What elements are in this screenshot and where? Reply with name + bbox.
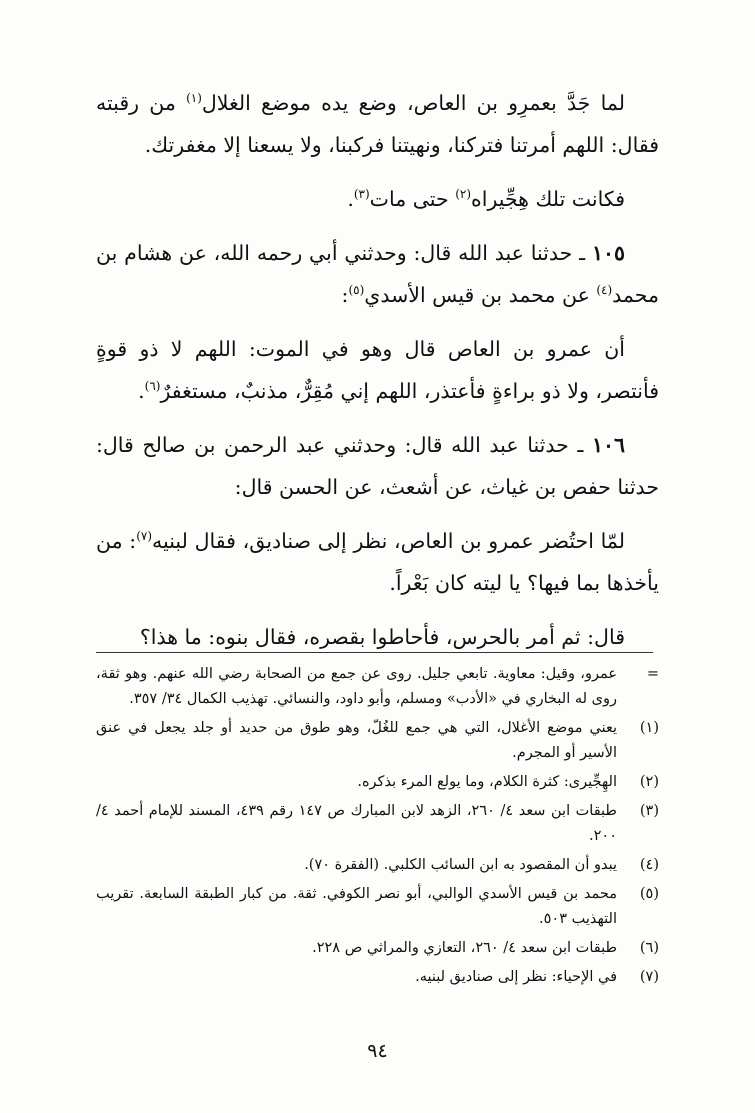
footnote-ref-7[interactable]: (٧) — [136, 529, 153, 544]
footnote-mark: (٣) — [639, 803, 659, 819]
footnotes — [96, 662, 659, 990]
footnote-mark: (٤) — [639, 857, 659, 873]
footnote-text: طبقات ابن سعد ٤/ ٢٦٠، الزهد لابن المبارك ص ١٤٧ رقم ٤٣٩، المسند للإمام أحمد ٤/ ٢٠٠. — [96, 803, 617, 844]
paragraph-4: أن عمرو بن العاص قال وهو في الموت: اللهم لا ذو قوةٍ فأنتصر، ولا ذو براءةٍ فأعتذر، اللهم إني مُقِرٌّ، مذنبٌ، مستغفرٌ$^{(٦)}$. — [96, 337, 659, 403]
footnote-3 — [96, 799, 659, 849]
paragraph-6: لمّا احتُضر عمرو بن العاص، نظر إلى صناديق، فقال لبنيه$^{(٧)}$: من يأخذها بما فيها؟ يا ليته كان بَعْراً. — [96, 529, 659, 595]
footnote-text: يعني موضع الأغلال، التي هي جمع للغُلّ، وهو طوق من حديد أو جلد يجعل في عنق الأسير أو المجرم. — [96, 720, 617, 761]
footnote-4 — [96, 853, 659, 878]
footnote-text: في الإحياء: نظر إلى صناديق لبنيه. — [415, 969, 617, 985]
hadith-number: ١٠٦ — [591, 433, 625, 457]
paragraph-1: لما جَدَّ بعمرِو بن العاص، وضع يده موضع الغلال$^{(١)}$ من رقبته فقال: اللهم أمرتنا فتركنا، ونهيتنا فركبنا، ولا يسعنا إلا مغفرتك. — [96, 91, 659, 157]
footnote-mark: = — [646, 666, 659, 682]
footnote-mark: (٧) — [639, 969, 659, 985]
footnote-2 — [96, 770, 659, 795]
footnote-7 — [96, 965, 659, 990]
footnote-ref-2[interactable]: (٢) — [455, 187, 472, 202]
paragraph-106: ١٠٦ ـ حدثنا عبد الله قال: وحدثني عبد الرحمن بن صالح قال: حدثنا حفص بن غياث، عن أشعث، عن الحسن قال: — [96, 433, 659, 499]
paragraph-105: ١٠٥ ـ حدثنا عبد الله قال: وحدثني أبي رحمه الله، عن هشام بن محمد$^{(٤)}$ عن محمد بن قيس الأسدي$^{(٥)}$: — [96, 241, 659, 307]
footnote-5 — [96, 882, 659, 932]
main-text — [96, 82, 659, 670]
footnote-text: محمد بن قيس الأسدي الوالبي، أبو نصر الكوفي. ثقة. من كبار الطبقة السابعة. تقريب التهذيب ٥٠٣. — [96, 886, 617, 927]
footnote-mark: (٦) — [639, 940, 659, 956]
footnote-ref-1[interactable]: (١) — [186, 91, 202, 106]
hadith-number: ١٠٥ — [591, 241, 625, 265]
footnote-6 — [96, 936, 659, 961]
footnote-ref-5[interactable]: (٥) — [348, 283, 365, 298]
footnote-ref-6[interactable]: (٦) — [144, 379, 161, 394]
page-number: ٩٤ — [367, 1040, 388, 1062]
footnote-1 — [96, 716, 659, 766]
footnote-text: طبقات ابن سعد ٤/ ٢٦٠، التعازي والمراثي ص ٢٢٨. — [312, 940, 617, 956]
footnote-mark: (١) — [639, 720, 659, 736]
paragraph-2: فكانت تلك هِجِّيراه$^{(٢)}$ حتى مات$^{(٣)}$. — [347, 187, 625, 211]
paragraph-7: قال: ثم أمر بالحرس، فأحاطوا بقصره، فقال بنوه: ما هذا؟ — [139, 625, 625, 649]
footnote-mark: (٢) — [639, 774, 659, 790]
footnote-ref-3[interactable]: (٣) — [353, 187, 370, 202]
footnote-continuation — [96, 662, 659, 712]
footnote-ref-4[interactable]: (٤) — [596, 283, 613, 298]
footnote-divider — [96, 652, 653, 653]
footnote-text: الهِجِّيرى: كثرة الكلام، وما يولع المرء بذكره. — [357, 774, 617, 790]
footnote-mark: (٥) — [639, 886, 659, 902]
footnote-text: عمرو، وقيل: معاوية. تابعي جليل. روى عن جمع من الصحابة رضي الله عنهم. وهو ثقة، روى له البخاري في «الأدب» ومسلم، وأبو داود، والنسائي. تهذيب الكمال ٣٤/ ٣٥٧. — [96, 666, 617, 707]
footnote-text: يبدو أن المقصود به ابن السائب الكلبي. (الفقرة ٧٠). — [304, 857, 617, 873]
